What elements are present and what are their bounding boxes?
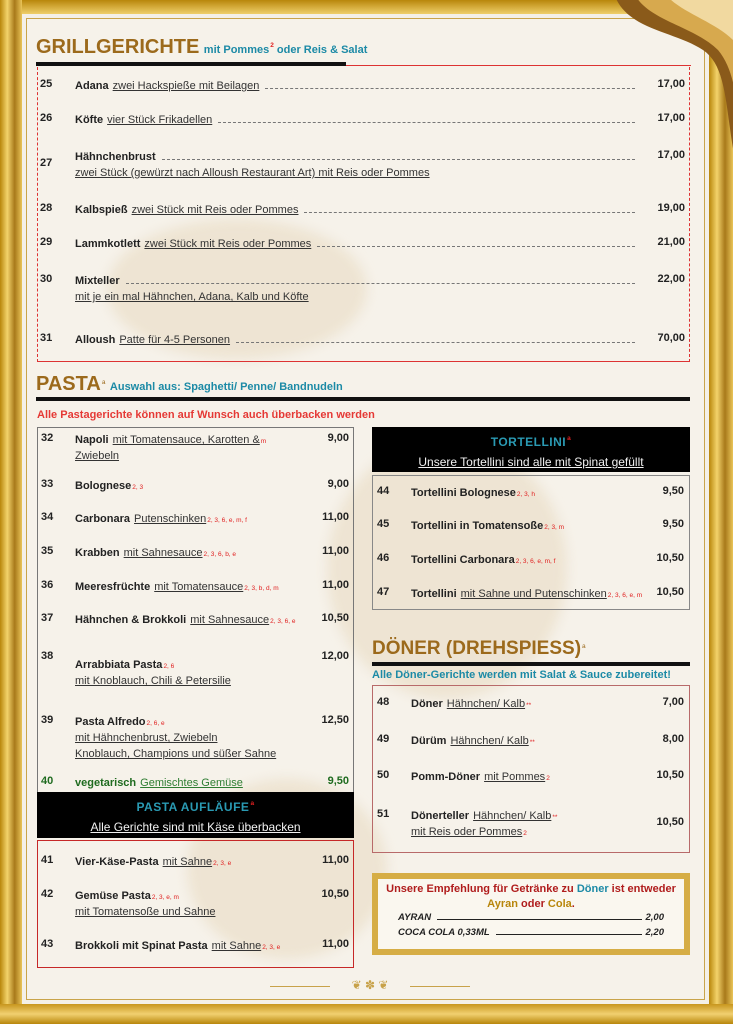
item-description: zwei Stück mit Reis oder Pommes [131, 204, 299, 216]
dotted-leader [236, 342, 635, 343]
auflaeufe-title-sup: a [250, 800, 255, 807]
item-line [75, 854, 231, 870]
menu-item [38, 612, 353, 628]
menu-item [38, 714, 353, 760]
item-name: Alloush [75, 334, 116, 346]
item-description: mit Sahnesauce [190, 614, 270, 626]
item-description: vier Stück Frikadellen [107, 114, 213, 126]
item-description: Hähnchen/ Kalb [473, 810, 552, 822]
item-price: 17,00 [657, 149, 685, 161]
grill-rule [36, 62, 346, 66]
item-name: Dürüm [411, 735, 447, 747]
gold-frame-left [0, 0, 22, 1024]
item-description: Putenschinken [134, 513, 207, 525]
item-number: 39 [41, 714, 54, 726]
item-number: 26 [40, 112, 53, 124]
menu-item [38, 432, 353, 462]
allergen-codes: 2, 3, 6, e [270, 618, 296, 625]
item-description: Gemischtes Gemüse [140, 777, 243, 789]
item-description: mit Sahne [211, 940, 262, 952]
item-number: 41 [41, 854, 54, 866]
allergen-codes: 2 [546, 775, 550, 782]
rec-c: ist entweder [608, 883, 676, 895]
tortellini-list [372, 475, 690, 610]
item-number: 25 [40, 78, 53, 90]
item-price: 11,00 [322, 854, 349, 866]
allergen-codes: 2, 6, e [146, 720, 165, 727]
grill-heading [36, 36, 367, 59]
allergen-codes: 2, 3, 6, e, m, f [515, 558, 556, 565]
item-price: 9,50 [327, 775, 349, 787]
allergen-codes: ** [526, 702, 532, 709]
allergen-codes: m [260, 438, 267, 445]
item-name: Döner [411, 698, 443, 710]
pasta-heading [36, 373, 343, 396]
item-number: 27 [40, 157, 53, 169]
item-price: 10,50 [321, 612, 349, 624]
auflaeufe-banner [37, 792, 354, 838]
item-body [75, 478, 143, 494]
drink-price: 2,00 [645, 912, 664, 923]
item-body [75, 432, 266, 464]
rec-b: Döner [576, 883, 609, 895]
item-price: 7,00 [662, 696, 684, 708]
allergen-codes: 2, 3, e [213, 860, 232, 867]
item-price: 11,00 [322, 511, 349, 523]
item-price: 9,00 [327, 478, 349, 490]
item-description: zwei Stück (gewürzt nach Alloush Restaurant Art) mit Reis oder Pommes [75, 167, 430, 179]
auflaeufe-list [37, 840, 354, 968]
allergen-codes: 2, 3 [132, 484, 144, 491]
grill-red-rule [346, 65, 691, 66]
drinks-rec-text [378, 882, 684, 912]
item-line [75, 112, 639, 128]
item-line [411, 696, 531, 712]
item-price: 21,00 [657, 236, 685, 248]
pasta-title-sup: a [101, 379, 106, 386]
item-number: 44 [377, 485, 390, 497]
pasta-title: PASTA [36, 373, 101, 395]
dotted-leader [496, 934, 642, 935]
menu-item [38, 332, 689, 348]
item-number: 38 [41, 650, 54, 662]
item-description: Hähnchen/ Kalb [446, 698, 526, 710]
item-name: Tortellini Carbonara [411, 554, 515, 566]
item-description: mit Pommes [484, 771, 546, 783]
item-line [75, 165, 639, 181]
item-name: Dönerteller [411, 810, 470, 822]
item-price: 11,00 [322, 545, 349, 557]
item-body [75, 579, 279, 595]
tortellini-title-text: TORTELLINI [490, 435, 567, 449]
drinks-recommendation [372, 873, 690, 955]
item-line [75, 511, 247, 527]
item-line [75, 746, 276, 762]
item-line [75, 579, 279, 595]
item-body [75, 854, 231, 870]
item-name: Tortellini in Tomatensoße [411, 520, 544, 532]
auflaeufe-title [37, 797, 354, 814]
allergen-codes: 2, 3, m [544, 524, 565, 531]
item-line [75, 432, 266, 448]
rec-g: . [571, 898, 575, 910]
dotted-leader [218, 122, 635, 123]
item-price: 10,50 [656, 816, 684, 828]
dotted-leader [437, 919, 641, 920]
item-name: Meeresfrüchte [75, 581, 151, 593]
item-price: 9,50 [662, 485, 684, 497]
item-name: Arrabbiata Pasta [75, 659, 163, 671]
menu-item [38, 938, 353, 954]
item-body [411, 769, 550, 785]
allergen-codes: ** [529, 739, 535, 746]
item-line [75, 289, 639, 305]
item-name: Carbonara [75, 513, 131, 525]
item-body [75, 149, 639, 181]
dotted-leader [304, 212, 635, 213]
doener-list [372, 685, 690, 853]
item-number: 30 [40, 273, 53, 285]
item-name: Kalbspieß [75, 204, 128, 216]
menu-item [38, 78, 689, 94]
item-price: 70,00 [657, 332, 685, 344]
allergen-codes: 2 [523, 830, 527, 837]
item-price: 10,50 [656, 586, 684, 598]
menu-item [373, 485, 689, 501]
menu-item [38, 273, 689, 303]
item-number: 51 [377, 808, 390, 820]
item-line [75, 149, 639, 165]
menu-item [373, 769, 689, 785]
item-body [75, 332, 639, 348]
item-number: 40 [41, 775, 54, 787]
item-body [411, 696, 531, 712]
item-name: Krabben [75, 547, 120, 559]
item-body [75, 236, 639, 252]
item-number: 31 [40, 332, 53, 344]
rec-d: Ayran [487, 898, 518, 910]
doener-title-sup: a [582, 643, 586, 650]
item-description: mit Tomatensauce [154, 581, 244, 593]
item-line [75, 202, 639, 218]
item-name: Köfte [75, 114, 104, 126]
item-description: mit Tomatensoße und Sahne [75, 906, 216, 918]
item-description: mit Sahnesauce [123, 547, 203, 559]
menu-item [38, 478, 353, 494]
item-price: 22,00 [657, 273, 685, 285]
item-line [75, 78, 639, 94]
menu-item [373, 733, 689, 749]
item-price: 9,50 [662, 518, 684, 530]
item-price: 17,00 [657, 78, 685, 90]
item-number: 36 [41, 579, 54, 591]
item-name: Tortellini Bolognese [411, 487, 516, 499]
item-name: Hähnchen & Brokkoli [75, 614, 187, 626]
item-number: 34 [41, 511, 54, 523]
dotted-leader [317, 246, 635, 247]
item-number: 43 [41, 938, 54, 950]
tortellini-banner [372, 427, 690, 472]
item-line [75, 236, 639, 252]
pasta-note: Alle Pastagerichte können auf Wunsch auch überbacken werden [37, 409, 375, 421]
menu-item [373, 518, 689, 534]
item-description: Patte für 4-5 Personen [119, 334, 231, 346]
item-line [75, 332, 639, 348]
doener-heading [372, 638, 586, 660]
item-number: 29 [40, 236, 53, 248]
item-description: mit Sahne und Putenschinken [460, 588, 607, 600]
item-line [75, 545, 236, 561]
item-description: mit Reis oder Pommes [411, 826, 523, 838]
item-price: 17,00 [657, 112, 685, 124]
item-body [411, 518, 564, 534]
menu-item [373, 696, 689, 712]
item-number: 48 [377, 696, 390, 708]
dotted-leader [126, 283, 635, 284]
doener-note: Alle Döner-Gerichte werden mit Salat & Sauce zubereitet! [372, 669, 671, 681]
drink-item [378, 912, 684, 927]
item-name: vegetarisch [75, 777, 137, 789]
allergen-codes: 2, 3, e [262, 944, 281, 951]
item-name: Hähnchenbrust [75, 151, 156, 163]
menu-item [38, 854, 353, 870]
item-number: 42 [41, 888, 54, 900]
menu-item [38, 888, 353, 918]
item-number: 47 [377, 586, 390, 598]
dotted-leader [162, 159, 635, 160]
item-line [411, 733, 535, 749]
rec-a: Unsere Empfehlung für Getränke zu [386, 883, 577, 895]
item-body [75, 938, 280, 954]
item-number: 28 [40, 202, 53, 214]
item-name: Pasta Alfredo [75, 716, 146, 728]
item-line [75, 888, 215, 904]
item-line [411, 808, 557, 824]
drink-name: COCA COLA 0,33ML [398, 927, 490, 938]
item-name: Brokkoli mit Spinat Pasta [75, 940, 208, 952]
item-body [75, 545, 236, 561]
item-name: Lammkotlett [75, 238, 141, 250]
item-line [75, 273, 639, 289]
item-name: Adana [75, 80, 109, 92]
item-description: mit Sahne [162, 856, 213, 868]
drink-name: AYRAN [398, 912, 432, 923]
item-body [75, 273, 639, 305]
item-body [411, 552, 555, 568]
item-line [411, 769, 550, 785]
menu-item [38, 775, 353, 791]
item-number: 46 [377, 552, 390, 564]
item-line [75, 612, 295, 628]
item-price: 10,50 [656, 552, 684, 564]
allergen-codes: 2, 3, 6, e, m [607, 592, 643, 599]
item-line [75, 478, 143, 494]
item-line [75, 657, 231, 673]
item-description: mit Tomatensauce, Karotten & [112, 434, 260, 446]
item-number: 50 [377, 769, 390, 781]
item-name: Mixteller [75, 275, 120, 287]
item-description: Zwiebeln [75, 450, 120, 462]
tortellini-subtitle: Unsere Tortellini sind alle mit Spinat gefüllt [418, 455, 644, 469]
item-line [75, 730, 276, 746]
drink-item [378, 927, 684, 942]
menu-item [38, 545, 353, 561]
tortellini-title [372, 432, 690, 449]
item-price: 8,00 [662, 733, 684, 745]
item-name: Gemüse Pasta [75, 890, 151, 902]
menu-item [38, 202, 689, 218]
item-body [75, 888, 215, 920]
item-price: 9,00 [327, 432, 349, 444]
grill-subtitle-sup: 2 [270, 42, 274, 49]
drink-price: 2,20 [645, 927, 664, 938]
grill-list [37, 67, 690, 362]
menu-item [38, 112, 689, 128]
item-name: Bolognese [75, 480, 132, 492]
pasta-rule [36, 397, 690, 401]
item-line [75, 714, 276, 730]
item-price: 19,00 [657, 202, 685, 214]
item-body [75, 657, 231, 689]
item-price: 12,00 [321, 650, 349, 662]
menu-item [38, 579, 353, 595]
grill-subtitle [204, 44, 368, 56]
item-body [75, 202, 639, 218]
item-price: 11,00 [322, 938, 349, 950]
item-body [75, 775, 243, 791]
grill-title: GRILLGERICHTE [36, 36, 200, 58]
auflaeufe-title-text: PASTA AUFLÄUFE [136, 800, 250, 814]
dotted-leader [265, 88, 635, 89]
item-description: zwei Hackspieße mit Beilagen [112, 80, 260, 92]
menu-item [373, 586, 689, 602]
item-number: 35 [41, 545, 54, 557]
menu-item [38, 149, 689, 179]
item-name: Pomm-Döner [411, 771, 481, 783]
item-description: mit je ein mal Hähnchen, Adana, Kalb und Köfte [75, 291, 309, 303]
item-description: mit Hähnchenbrust, Zwiebeln [75, 732, 218, 744]
rec-f: Cola [547, 898, 572, 910]
item-line [75, 775, 243, 791]
item-body [75, 112, 639, 128]
item-description: mit Knoblauch, Chili & Petersilie [75, 675, 231, 687]
menu-item [38, 650, 353, 687]
item-number: 45 [377, 518, 390, 530]
item-body [411, 733, 535, 749]
item-line [411, 824, 557, 840]
item-description: Hähnchen/ Kalb [450, 735, 529, 747]
allergen-codes: 2, 3, h [516, 491, 535, 498]
item-body [75, 612, 295, 628]
item-description: zwei Stück mit Reis oder Pommes [144, 238, 312, 250]
item-price: 10,50 [656, 769, 684, 781]
item-body [75, 714, 276, 762]
menu-item [38, 511, 353, 527]
allergen-codes: ** [552, 814, 558, 821]
item-line [411, 586, 642, 602]
item-number: 33 [41, 478, 54, 490]
item-line [411, 552, 555, 568]
item-line [75, 673, 231, 689]
item-body [75, 511, 247, 527]
grill-subtitle-a: mit Pommes [203, 44, 270, 56]
item-number: 32 [41, 432, 54, 444]
allergen-codes: 2, 3, b, d, m [244, 585, 279, 592]
item-number: 37 [41, 612, 54, 624]
tortellini-title-sup: a [567, 435, 572, 442]
rec-e: oder [517, 898, 548, 910]
doener-rule [372, 662, 690, 666]
allergen-codes: 2, 3, 6, b, e [203, 551, 237, 558]
auflaeufe-subtitle: Alle Gerichte sind mit Käse überbacken [90, 820, 301, 834]
item-price: 12,50 [321, 714, 349, 726]
item-body [411, 586, 642, 602]
item-name: Vier-Käse-Pasta [75, 856, 159, 868]
item-price: 10,50 [321, 888, 349, 900]
menu-item [373, 808, 689, 838]
ornament-divider: ❦ ✽ ❦ [270, 978, 470, 994]
item-name: Tortellini [411, 588, 457, 600]
item-line [411, 518, 564, 534]
allergen-codes: 2, 3, e, m [151, 894, 179, 901]
item-body [75, 78, 639, 94]
item-number: 49 [377, 733, 390, 745]
pasta-list [37, 427, 354, 792]
doener-title: DÖNER (DREHSPIESS) [372, 638, 582, 659]
item-price: 11,00 [322, 579, 349, 591]
item-description: Knoblauch, Champions und süßer Sahne [75, 748, 277, 760]
allergen-codes: 2, 3, 6, e, m, f [207, 517, 247, 524]
item-name: Napoli [75, 434, 109, 446]
item-line [75, 938, 280, 954]
grill-subtitle-b: oder Reis & Salat [273, 44, 368, 56]
item-line [411, 485, 535, 501]
item-body [411, 808, 557, 840]
menu-item [373, 552, 689, 568]
item-body [411, 485, 535, 501]
menu-item [38, 236, 689, 252]
gold-frame-bottom [0, 1004, 733, 1024]
item-line [75, 904, 215, 920]
pasta-subtitle: Auswahl aus: Spaghetti/ Penne/ Bandnudeln [109, 381, 343, 393]
item-line [75, 448, 266, 464]
allergen-codes: 2, 6 [163, 663, 175, 670]
